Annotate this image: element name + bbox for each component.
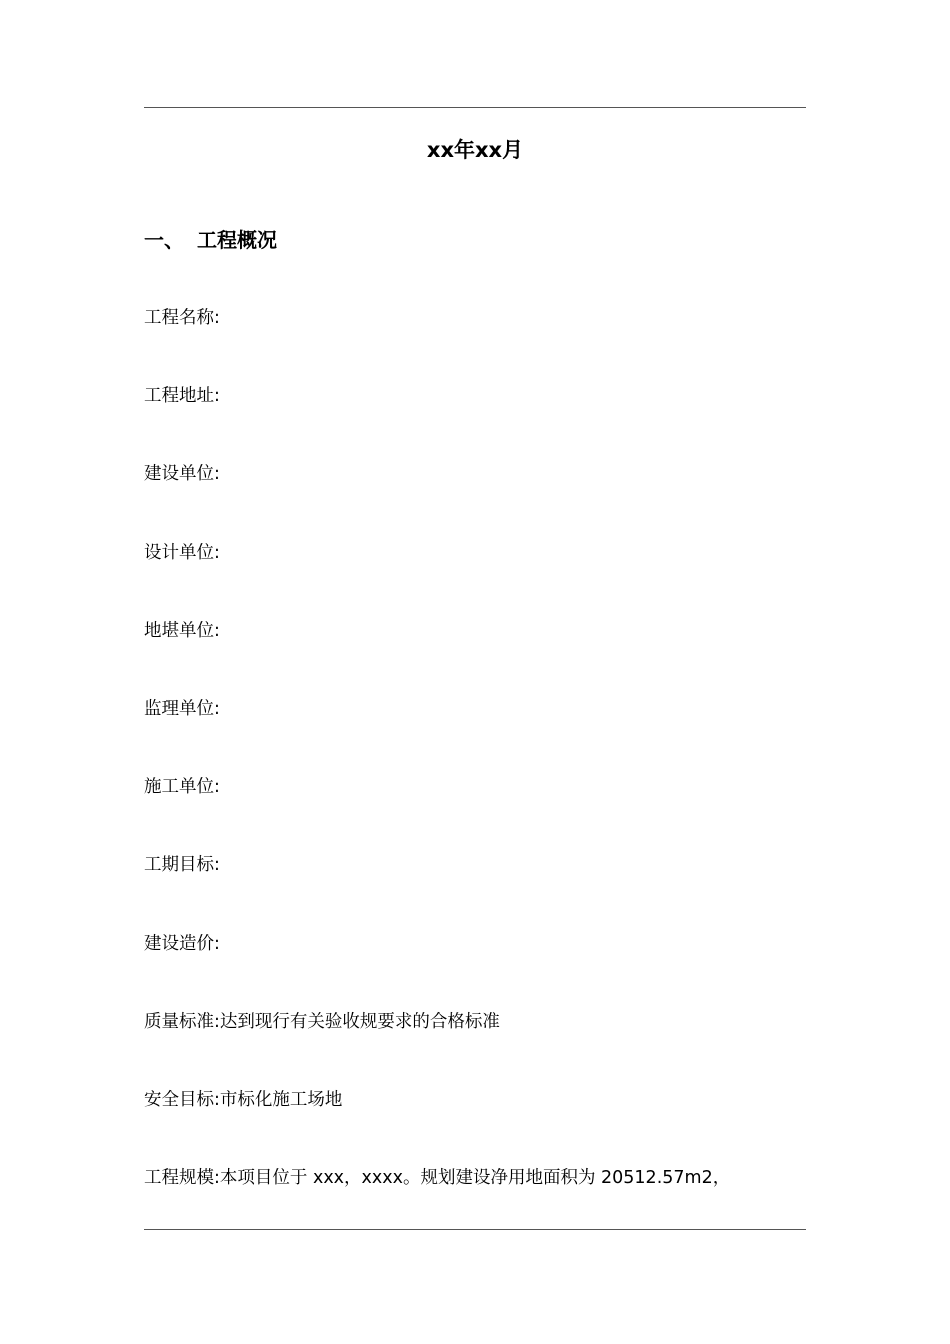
- field-label: 设计单位:: [144, 542, 220, 563]
- field-value: 市标化施工场地: [219, 1089, 343, 1110]
- field-label: 工程名称:: [144, 308, 220, 328]
- field-safety-target: [144, 1087, 806, 1165]
- field-project-name: [144, 305, 806, 383]
- field-construction-cost: [144, 931, 806, 1009]
- field-label: 建设单位:: [144, 464, 220, 485]
- project-info-list: [144, 305, 806, 1243]
- section-number: 一、: [144, 228, 184, 252]
- field-label: 质量标准:: [144, 1011, 220, 1032]
- field-schedule-target: [144, 852, 806, 930]
- field-label: 地堪单位:: [144, 620, 220, 641]
- field-survey-unit: [144, 618, 806, 696]
- section-heading: [144, 226, 277, 254]
- field-value: 本项目位于 xxx，xxxx。规划建设净用地面积为 20512.57m2，: [219, 1168, 731, 1189]
- section-title: 工程概况: [197, 228, 277, 252]
- field-label: 安全目标:: [144, 1089, 220, 1110]
- field-client: [144, 461, 806, 539]
- field-quality-standard: [144, 1009, 806, 1087]
- field-design-unit: [144, 540, 806, 618]
- field-project-scale: [144, 1165, 806, 1243]
- field-label: 监理单位:: [144, 698, 220, 719]
- date-heading: xx年xx月: [426, 138, 524, 162]
- field-value: 达到现行有关验收规要求的合格标准: [219, 1011, 500, 1032]
- field-construction-unit: [144, 774, 806, 852]
- header-rule: [144, 107, 806, 108]
- footer-rule: [144, 1229, 806, 1230]
- field-label: 工期目标:: [144, 855, 220, 876]
- field-project-address: [144, 383, 806, 461]
- field-label: 工程地址:: [144, 386, 220, 407]
- field-supervision-unit: [144, 696, 806, 774]
- field-label: 工程规模:: [144, 1168, 220, 1189]
- field-label: 施工单位:: [144, 777, 220, 798]
- field-label: 建设造价:: [144, 933, 220, 954]
